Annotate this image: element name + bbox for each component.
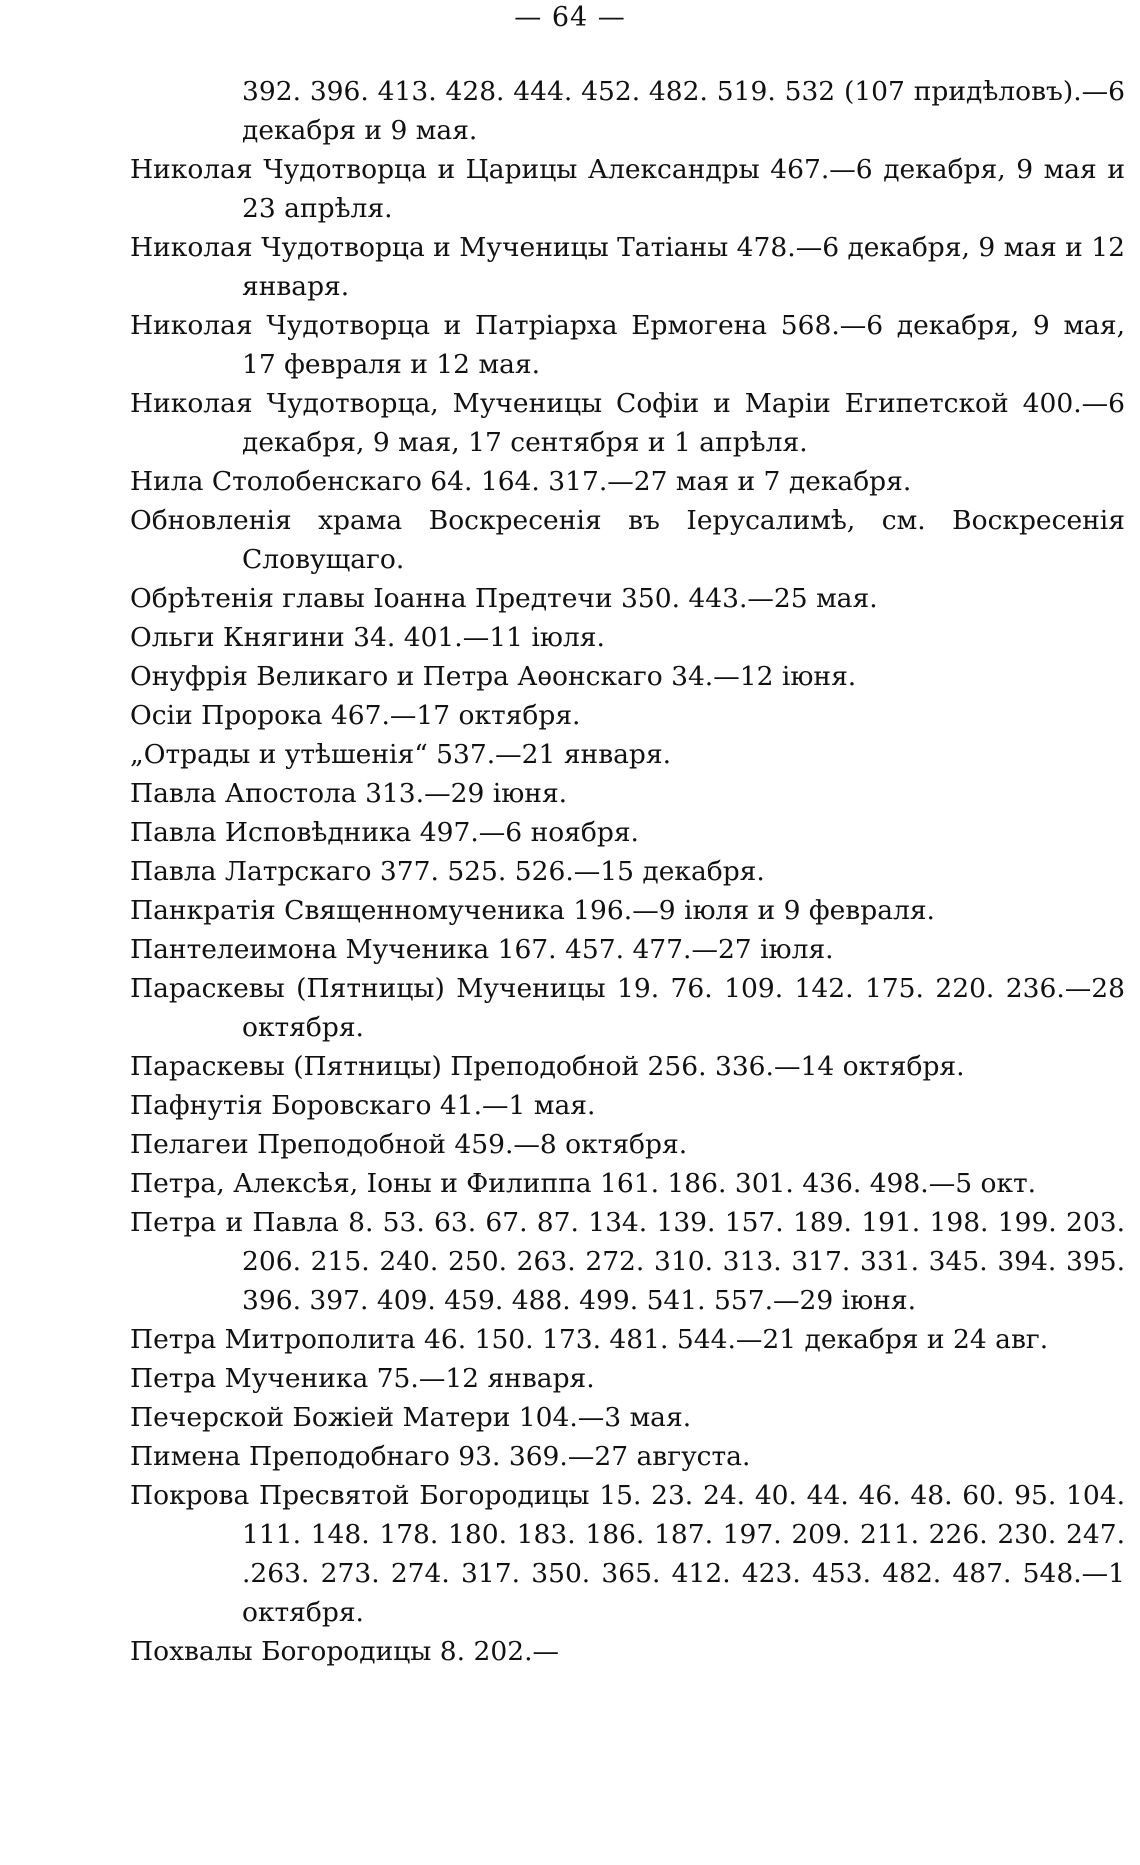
index-entry: Петра и Павла 8. 53. 63. 67. 87. 134. 139. 157. 189. 191. 198. 199. 203. 206. 215. 240. 250. 263. 272. 310. 313. 317. 331. 345. 394. 395. 396. 397. 409. 459. 488. 499. 541. 557.—29 іюня. xyxy=(130,1207,1125,1316)
index-entry-continuation: 392. 396. 413. 428. 444. 452. 482. 519. 532 (107 придѣловъ).—6 декабря и 9 мая. xyxy=(242,76,1125,146)
page-number: — 64 — xyxy=(514,2,626,33)
index-entry: Пимена Преподобнаго 93. 369.—27 августа. xyxy=(130,1441,751,1472)
index-entry: Николая Чудотворца и Царицы Александры 467.—6 декабря, 9 мая и 23 апрѣля. xyxy=(130,154,1125,224)
index-entry: Пафнутія Боровскаго 41.—1 мая. xyxy=(130,1090,596,1121)
index-entry: Пантелеимона Мученика 167. 457. 477.—27 іюля. xyxy=(130,934,834,965)
index-entry: Павла Исповѣдника 497.—6 ноября. xyxy=(130,817,639,848)
index-entry: Панкратія Священномученика 196.—9 іюля и 9 февраля. xyxy=(130,895,935,926)
index-entry: Обрѣтенія главы Іоанна Предтечи 350. 443.—25 мая. xyxy=(130,583,878,614)
index-entry: Петра Мученика 75.—12 января. xyxy=(130,1363,595,1394)
index-entry: Ольги Княгини 34. 401.—11 іюля. xyxy=(130,622,605,653)
index-entry: Онуфрія Великаго и Петра Аѳонскаго 34.—12 іюня. xyxy=(130,661,857,692)
index-entry: Печерской Божіей Матери 104.—3 мая. xyxy=(130,1402,692,1433)
index-entry: Павла Латрскаго 377. 525. 526.—15 декабря. xyxy=(130,856,765,887)
index-entry: Покрова Пресвятой Богородицы 15. 23. 24. 40. 44. 46. 48. 60. 95. 104. 111. 148. 178. 180. 183. 186. 187. 197. 209. 211. 226. 230. 247. .263. 273. 274. 317. 350. 365. 412. 423. 453. 482. 487. 548.—1 октября. xyxy=(130,1480,1125,1628)
index-entry: Параскевы (Пятницы) Мученицы 19. 76. 109. 142. 175. 220. 236.—28 октября. xyxy=(130,973,1125,1043)
index-entry: Нила Столобенскаго 64. 164. 317.—27 мая и 7 декабря. xyxy=(130,466,912,497)
index-entry: Обновленія храма Воскресенія въ Іерусалимѣ, см. Воскресенія Словущаго. xyxy=(130,505,1125,575)
index-entry: Похвалы Богородицы 8. 202.— xyxy=(130,1636,560,1667)
index-entry: „Отрады и утѣшенія“ 537.—21 января. xyxy=(130,739,672,770)
index-entry: Параскевы (Пятницы) Преподобной 256. 336.—14 октября. xyxy=(130,1051,965,1082)
index-entry: Петра, Алексѣя, Іоны и Филиппа 161. 186. 301. 436. 498.—5 окт. xyxy=(130,1168,1037,1199)
index-entry: Пелагеи Преподобной 459.—8 октября. xyxy=(130,1129,688,1160)
index-entry: Николая Чудотворца, Мученицы Софіи и Маріи Египетской 400.—6 декабря, 9 мая, 17 сентября и 1 апрѣля. xyxy=(130,388,1125,458)
index-entry: Николая Чудотворца и Патріарха Ермогена 568.—6 декабря, 9 мая, 17 февраля и 12 мая. xyxy=(130,310,1125,380)
index-list xyxy=(130,72,1125,1671)
index-entry: Осіи Пророка 467.—17 октября. xyxy=(130,700,581,731)
index-entry: Петра Митрополита 46. 150. 173. 481. 544.—21 декабря и 24 авг. xyxy=(130,1324,1049,1355)
index-entry: Николая Чудотворца и Мученицы Татіаны 478.—6 декабря, 9 мая и 12 января. xyxy=(130,232,1125,302)
index-entry: Павла Апостола 313.—29 іюня. xyxy=(130,778,568,809)
